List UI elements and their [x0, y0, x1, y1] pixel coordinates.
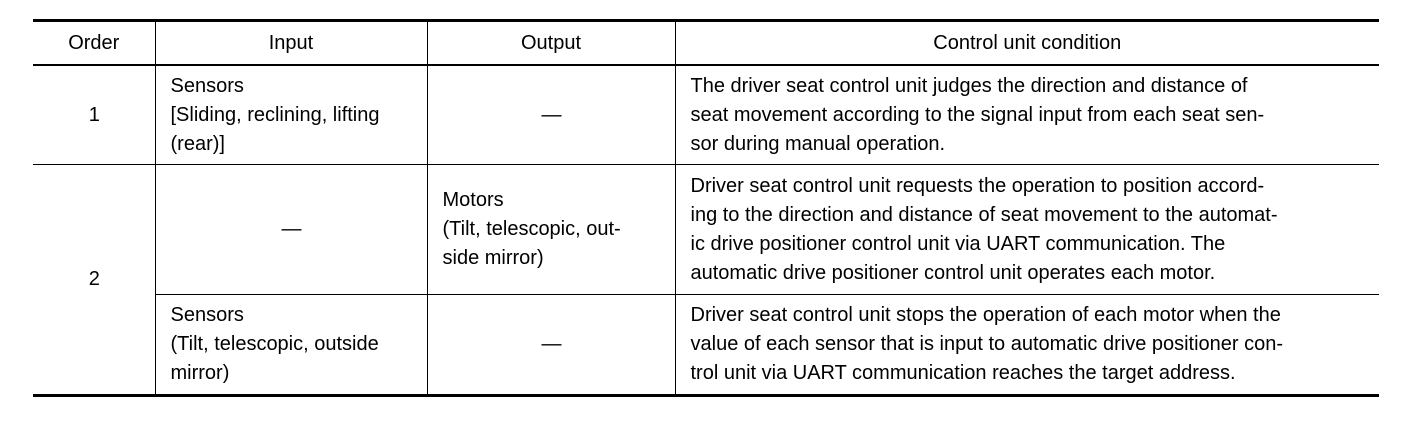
- header-input: Input: [155, 21, 427, 66]
- table-row: [33, 65, 1379, 165]
- input-text: Sensors (Tilt, telescopic, outside mirror): [170, 304, 379, 384]
- table-row: [33, 165, 1379, 295]
- header-order: Order: [68, 31, 120, 54]
- table-header-row: [33, 21, 1379, 66]
- input-cell: —: [155, 165, 427, 295]
- condition-cell: [675, 295, 1379, 396]
- condition-cell: [675, 65, 1379, 165]
- input-cell: [155, 65, 427, 165]
- input-text: Sensors [Sliding, reclining, lifting (rear)]: [170, 74, 380, 155]
- table-row: [33, 295, 1379, 396]
- header-output: Output: [427, 21, 675, 66]
- control-sequence-table: [33, 19, 1379, 397]
- order-cell: 2: [88, 268, 100, 290]
- input-cell: [155, 295, 427, 396]
- condition-cell: [675, 165, 1379, 295]
- output-text: Motors (Tilt, telescopic, out- side mirror): [442, 189, 621, 269]
- condition-text: The driver seat control unit judges the direction and distance of seat movement according to the signal input from each seat sen- sor during manual operation.: [690, 74, 1265, 155]
- output-cell: [427, 165, 675, 295]
- condition-text: Driver seat control unit stops the operation of each motor when the value of each sensor that is input to automatic drive positioner con- trol unit via UART communication reaches the target address.: [690, 304, 1284, 384]
- output-cell: —: [427, 295, 675, 396]
- condition-text: Driver seat control unit requests the operation to position accord- ing to the direction and distance of seat movement to the automat- ic drive positioner control unit via UART communication. The automatic drive positioner control unit operates each motor.: [690, 174, 1278, 284]
- output-cell: —: [427, 65, 675, 165]
- order-cell: 1: [33, 65, 155, 165]
- header-condition: Control unit condition: [675, 21, 1379, 66]
